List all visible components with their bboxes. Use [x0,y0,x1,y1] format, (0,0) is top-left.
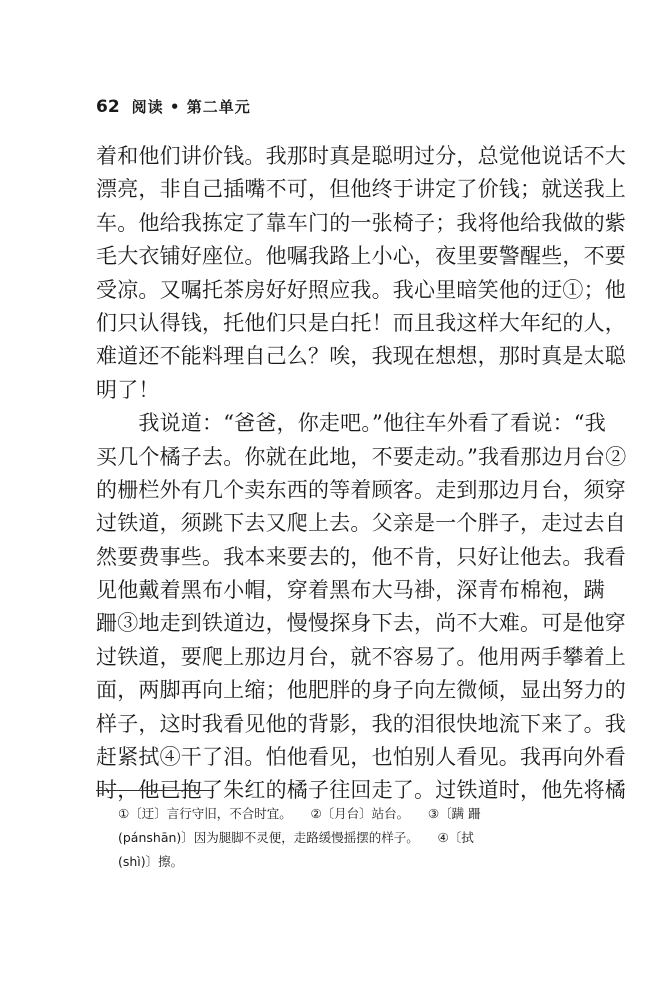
footnote-line: (pánshān)〕因为腿脚不灵便，走路缓慢摇摆的样子。 ④〔拭 [118,830,474,845]
footnote-line: ①〔迂〕言行守旧，不合时宜。 ②〔月台〕站台。 ③〔蹒 跚 [118,806,481,821]
footnote-divider [96,790,214,791]
text-line: 毛大衣铺好座位。他嘱我路上小心，夜里要警醒些，不要 [96,244,626,269]
text-line: 过铁道，须跳下去又爬上去。父亲是一个胖子，走过去自 [96,511,626,536]
text-line: 见他戴着黑布小帽，穿着黑布大马褂，深青布棉袍，蹒 [96,578,605,603]
text-line: 面，两脚再向上缩；他肥胖的身子向左微倾，显出努力的 [96,678,626,703]
page-header [96,96,251,117]
text-line: 买几个橘子去。你就在此地，不要走动。”我看那边月台② [96,444,627,469]
section-title: 阅读 • 第二单元 [131,98,251,116]
text-line: 过铁道，要爬上那边月台，就不容易了。他用两手攀着上 [96,644,626,669]
text-line: 时，他已抱了朱红的橘子往回走了。过铁道时，他先将橘 [96,778,626,803]
text-line: 们只认得钱，托他们只是白托！而且我这样大年纪的人， [96,310,626,335]
text-line: 漂亮，非自己插嘴不可，但他终于讲定了价钱；就送我上 [96,177,626,202]
footnote-line: (shì)〕擦。 [118,854,184,869]
text-line: 然要费事些。我本来要去的，他不肯，只好让他去。我看 [96,544,626,569]
text-line: 车。他给我拣定了靠车门的一张椅子；我将他给我做的紫 [96,210,626,235]
body-text [96,140,627,808]
text-line: 跚③地走到铁道边，慢慢探身下去，尚不大难。可是他穿 [96,611,626,636]
page-number: 62 [96,97,120,117]
text-line: 的栅栏外有几个卖东西的等着顾客。走到那边月台，须穿 [96,477,626,502]
text-line: 受凉。又嘱托茶房好好照应我。我心里暗笑他的迂①；他 [96,277,626,302]
text-line: 难道还不能料理自己么？唉，我现在想想，那时真是太聪 [96,344,626,369]
footnotes [118,802,558,874]
text-line: 明了！ [96,377,160,402]
text-line: 着和他们讲价钱。我那时真是聪明过分，总觉他说话不大 [96,144,626,168]
text-line: 我说道：“爸爸，你走吧。”他往车外看了看说：“我 [96,411,606,436]
text-line: 样子，这时我看见他的背影，我的泪很快地流下来了。我 [96,711,626,736]
text-line: 赶紧拭④干了泪。怕他看见，也怕别人看见。我再向外看 [96,745,626,770]
